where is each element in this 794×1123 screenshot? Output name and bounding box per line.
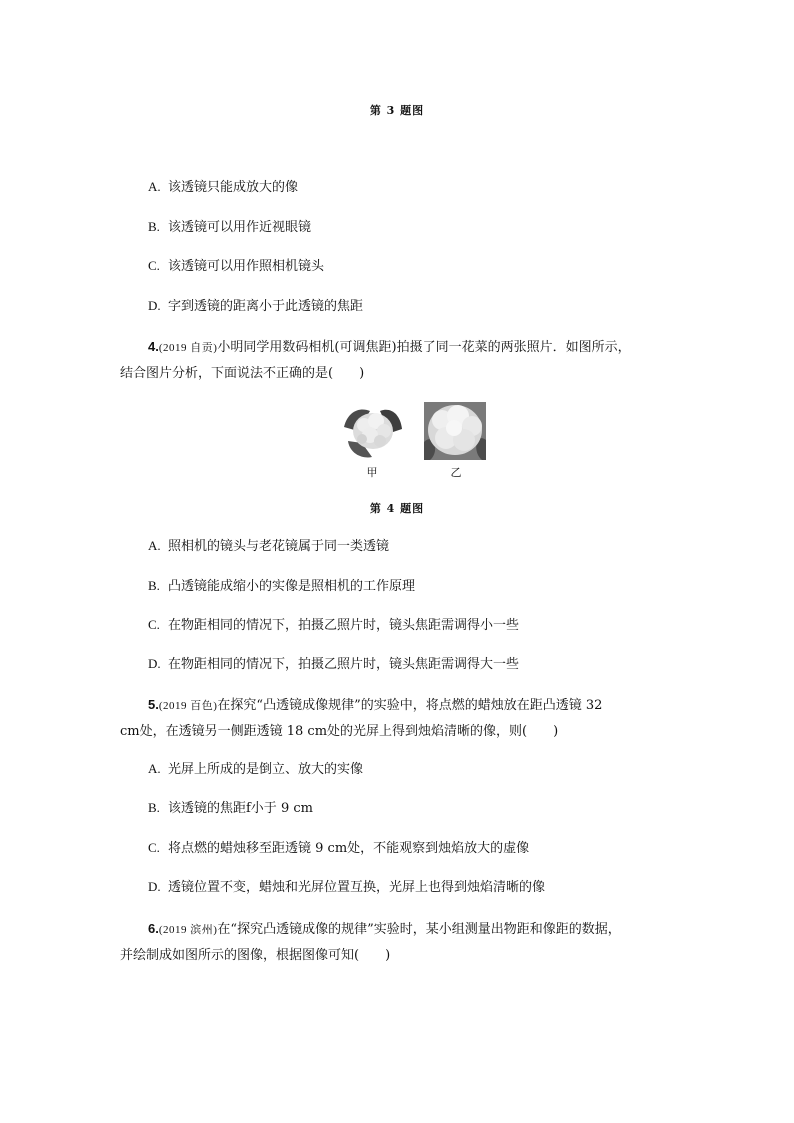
q3-option-a [148, 178, 298, 197]
photo-label-right: 乙 [450, 466, 462, 479]
q5-option-d [148, 878, 545, 897]
q3-option-d [148, 297, 363, 316]
figure-4-caption: 第 4 题图 [369, 502, 425, 515]
photo-label-left: 甲 [366, 466, 378, 479]
option-text: 该透镜的焦距f小于 9 cm [168, 801, 313, 816]
option-text: 该透镜可以用作照相机镜头 [168, 259, 325, 274]
option-text: 透镜位置不变，蜡烛和光屏位置互换，光屏上也得到烛焰清晰的像 [168, 880, 546, 895]
option-text: 光屏上所成的是倒立、放大的实像 [168, 762, 364, 777]
option-text: 字到透镜的距离小于此透镜的焦距 [168, 299, 364, 314]
option-text: 凸透镜能成缩小的实像是照相机的工作原理 [168, 579, 416, 594]
question-number: 5. [148, 697, 159, 712]
option-letter: C. [148, 617, 160, 632]
option-text: 该透镜可以用作近视眼镜 [168, 220, 312, 235]
question-4-line-2: 结合图片分析，下面说法不正确的是( ) [120, 366, 365, 381]
option-letter: A. [148, 179, 161, 194]
cauliflower-photo-small [340, 401, 406, 461]
q3-option-b [148, 218, 311, 237]
q4-option-c [148, 616, 519, 635]
option-letter: A. [148, 538, 161, 553]
q5-option-c [148, 839, 529, 858]
option-letter: B. [148, 800, 160, 815]
question-number: 6. [148, 921, 159, 936]
question-5-line-2: cm处，在透镜另一侧距透镜 18 cm处的光屏上得到烛焰清晰的像，则( ) [120, 724, 559, 739]
option-letter: C. [148, 840, 160, 855]
option-letter: B. [148, 219, 160, 234]
option-letter: A. [148, 761, 161, 776]
q4-option-b [148, 577, 415, 596]
option-text: 在物距相同的情况下，拍摄乙照片时，镜头焦距需调得大一些 [168, 657, 520, 672]
q4-option-a [148, 537, 389, 556]
question-6-line-2: 并绘制成如图所示的图像，根据图像可知( ) [120, 948, 391, 963]
option-letter: D. [148, 298, 161, 313]
question-source: (2019 滨州) [158, 924, 218, 936]
cauliflower-photo-large [424, 402, 486, 460]
option-letter: D. [148, 656, 161, 671]
question-text: 在“探究凸透镜成像的规律”实验时，某小组测量出物距和像距的数据， [217, 922, 621, 937]
question-source: (2019 自贡) [158, 342, 218, 354]
option-text: 将点燃的蜡烛移至距透镜 9 cm处，不能观察到烛焰放大的虚像 [168, 841, 530, 856]
question-text: 小明同学用数码相机(可调焦距)拍摄了同一花菜的两张照片．如图所示， [217, 340, 631, 355]
option-letter: C. [148, 258, 160, 273]
q5-option-a [148, 760, 363, 779]
question-4-stem [120, 334, 680, 387]
question-5-line-1 [120, 692, 680, 719]
option-letter: B. [148, 578, 160, 593]
option-letter: D. [148, 879, 161, 894]
question-5-stem [120, 692, 680, 745]
option-text: 在物距相同的情况下，拍摄乙照片时，镜头焦距需调得小一些 [168, 618, 520, 633]
q5-option-b [148, 799, 313, 818]
question-4-line-1 [120, 334, 680, 361]
option-text: 照相机的镜头与老花镜属于同一类透镜 [168, 539, 390, 554]
q3-option-c [148, 257, 324, 276]
question-number: 4. [148, 339, 159, 354]
q4-option-d [148, 655, 519, 674]
question-source: (2019 百色) [158, 700, 218, 712]
question-6-stem [120, 916, 680, 969]
option-text: 该透镜只能成放大的像 [168, 180, 299, 195]
question-6-line-1 [120, 916, 680, 943]
question-text: 在探究“凸透镜成像规律”的实验中，将点燃的蜡烛放在距凸透镜 32 [217, 698, 603, 713]
figure-3-caption: 第 3 题图 [369, 104, 425, 117]
